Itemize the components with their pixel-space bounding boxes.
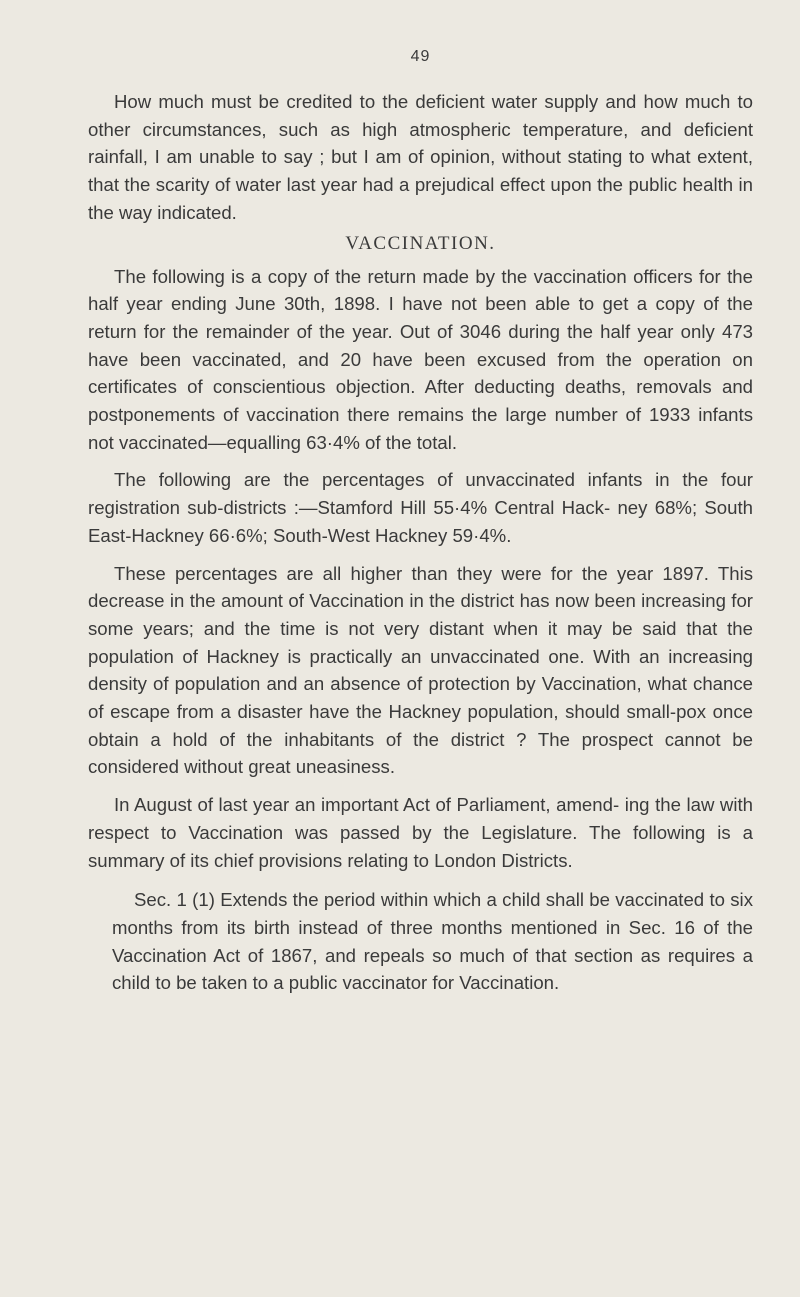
paragraph-percentages: The following are the percentages of unvaccinated infants in the four registration sub-districts :—Stamford Hill 55·4% Central Hack- ney 68%; South East-Hackney 66·6%; South-West Hackney 59·4%. (88, 469, 753, 546)
paragraph-decrease: These percentages are all higher than they were for the year 1897. This decrease in the amount of Vaccination in the district has now been increasing for some years; and the time is not very distant when it may be said that the population of Hackney is practically an unvaccinated one. With an increasing density of population and an absence of protection by Vaccination, what chance of escape from a disaster have the Hackney population, should small-pox once obtain a hold of the inhabitants of the district ? The prospect cannot be considered without great uneasiness. (88, 562, 753, 778)
paragraph-vaccination-return: The following is a copy of the return made by the vaccination officers for the half year ending June 30th, 1898. I have not been able to get a copy of the return for the remainder of the year. Out of 3046 during the half year only 473 have been vaccinated, and 20 have been excused from the operation on certificates of conscientious objection. After deducting deaths, removals and postponements of vaccination there remains the large number of 1933 infants not vaccinated—equalling 63·4% of the total. (88, 265, 753, 453)
paragraph-section-1: Sec. 1 (1) Extends the period within which a child shall be vaccinated to six months from its birth instead of three months mentioned in Sec. 16 of the Vaccination Act of 1867, and repeals so much of that section as requires a child to be taken to a public vaccinator for Vaccination. (112, 889, 753, 994)
paragraph-act-of-parliament: In August of last year an important Act of Parliament, amend- ing the law with respect to Vaccination was passed by the Legislature. The following is a summary of its chief provisions relating to London Districts. (88, 794, 753, 871)
document-page (88, 48, 753, 997)
page-number: 49 (410, 48, 431, 65)
paragraph-water-supply: How much must be credited to the deficient water supply and how much to other circumstances, such as high atmospheric temperature, and deficient rainfall, I am unable to say ; but I am of opinion, without stating to what extent, that the scarity of water last year had a prejudical effect upon the public health in the way indicated. (88, 91, 753, 223)
section-heading-vaccination: VACCINATION. (345, 232, 496, 254)
